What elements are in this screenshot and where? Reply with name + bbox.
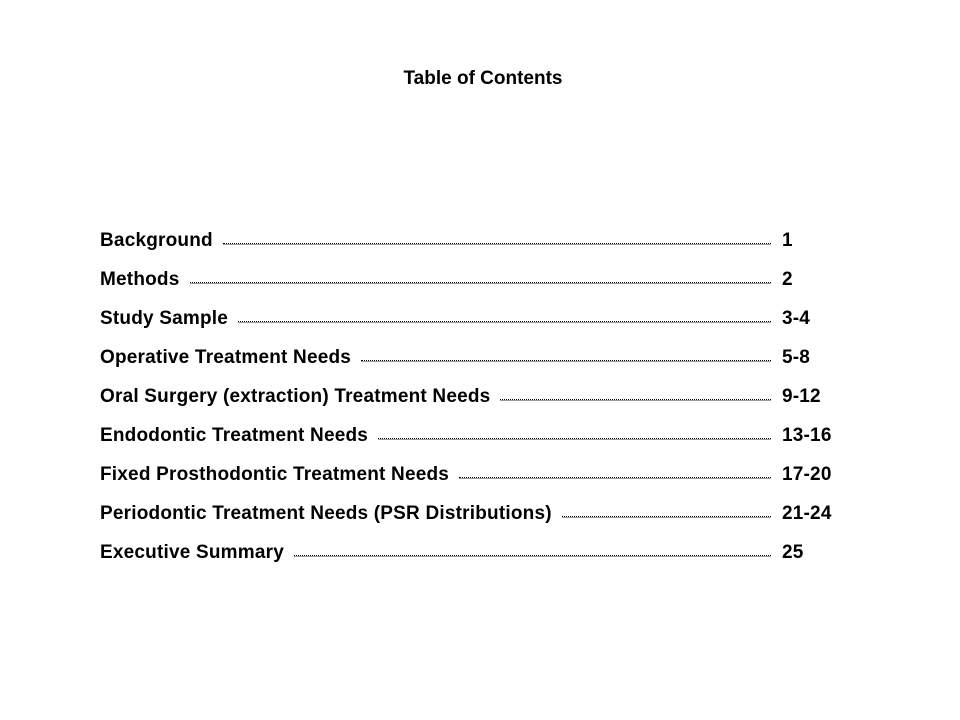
dot-leader (223, 243, 771, 244)
toc-entry-page: 13-16 (782, 425, 832, 446)
dot-leader (500, 399, 771, 400)
toc-entry-page: 21-24 (782, 503, 832, 524)
dot-leader (361, 360, 771, 361)
toc-entry-page: 5-8 (782, 347, 811, 368)
toc-entry-label: Oral Surgery (extraction) Treatment Needs (100, 386, 491, 407)
toc-entry-methods[interactable] (100, 253, 840, 292)
toc-entry-page: 17-20 (782, 464, 832, 485)
toc-entry-label: Executive Summary (100, 542, 284, 563)
toc-entry-label: Study Sample (100, 308, 229, 329)
toc-entry-operative[interactable] (100, 331, 840, 370)
table-of-contents (100, 214, 840, 565)
toc-entry-label: Operative Treatment Needs (100, 347, 352, 368)
dot-leader (562, 516, 771, 517)
toc-entry-label: Endodontic Treatment Needs (100, 425, 369, 446)
toc-entry-endodontic[interactable] (100, 409, 840, 448)
dot-leader (294, 555, 771, 556)
toc-entry-label: Periodontic Treatment Needs (PSR Distributions) (100, 503, 552, 524)
toc-entry-label: Background (100, 230, 213, 251)
page-title: Table of Contents (403, 68, 563, 89)
toc-entry-page: 9-12 (782, 386, 821, 407)
dot-leader (190, 282, 771, 283)
toc-entry-study-sample[interactable] (100, 292, 840, 331)
toc-entry-label: Fixed Prosthodontic Treatment Needs (100, 464, 450, 485)
toc-entry-background[interactable] (100, 214, 840, 253)
toc-entry-oral-surgery[interactable] (100, 370, 840, 409)
toc-entry-executive-summary[interactable] (100, 526, 840, 565)
toc-entry-fixed-prosthodontic[interactable] (100, 448, 840, 487)
toc-entry-page: 3-4 (782, 308, 811, 329)
toc-entry-periodontic[interactable] (100, 487, 840, 526)
toc-entry-page: 2 (782, 269, 793, 290)
toc-entry-page: 25 (782, 542, 804, 563)
dot-leader (459, 477, 771, 478)
toc-entry-label: Methods (100, 269, 180, 290)
toc-entry-page: 1 (782, 230, 793, 251)
dot-leader (238, 321, 771, 322)
dot-leader (378, 438, 771, 439)
